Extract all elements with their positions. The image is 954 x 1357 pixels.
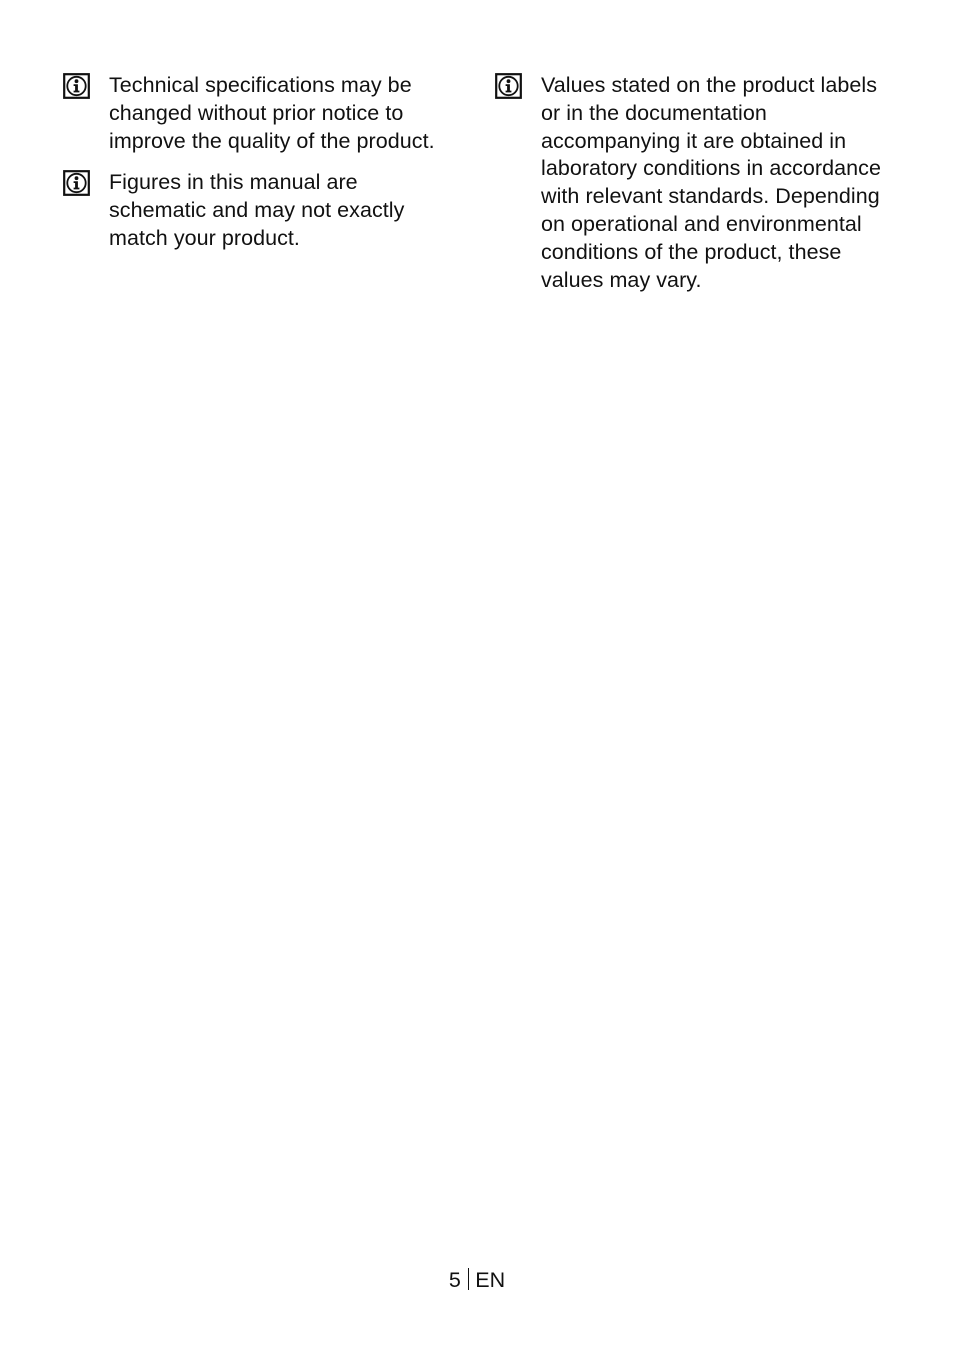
note-text: Technical specifications may be changed without prior notice to improve the quality of the product.: [109, 73, 435, 153]
right-column: [495, 72, 895, 308]
info-icon: [495, 73, 522, 99]
note-text: Values stated on the product labels or in the documentation accompanying it are obtained in laboratory conditions in accordance with relevant standards. Depending on operational and environmental conditions of the product, these values may vary.: [541, 73, 881, 292]
note-figures-schematic: [63, 169, 453, 252]
page-number: 5: [448, 1268, 461, 1292]
language-code: EN: [475, 1268, 506, 1292]
note-text: Figures in this manual are schematic and may not exactly match your product.: [109, 170, 405, 250]
note-values-stated: [495, 72, 895, 294]
left-column: [63, 72, 453, 267]
page-footer: [0, 1266, 954, 1294]
info-icon: [63, 73, 90, 99]
footer-separator: [468, 1268, 470, 1290]
note-technical-specifications: [63, 72, 453, 155]
info-icon: [63, 170, 90, 196]
